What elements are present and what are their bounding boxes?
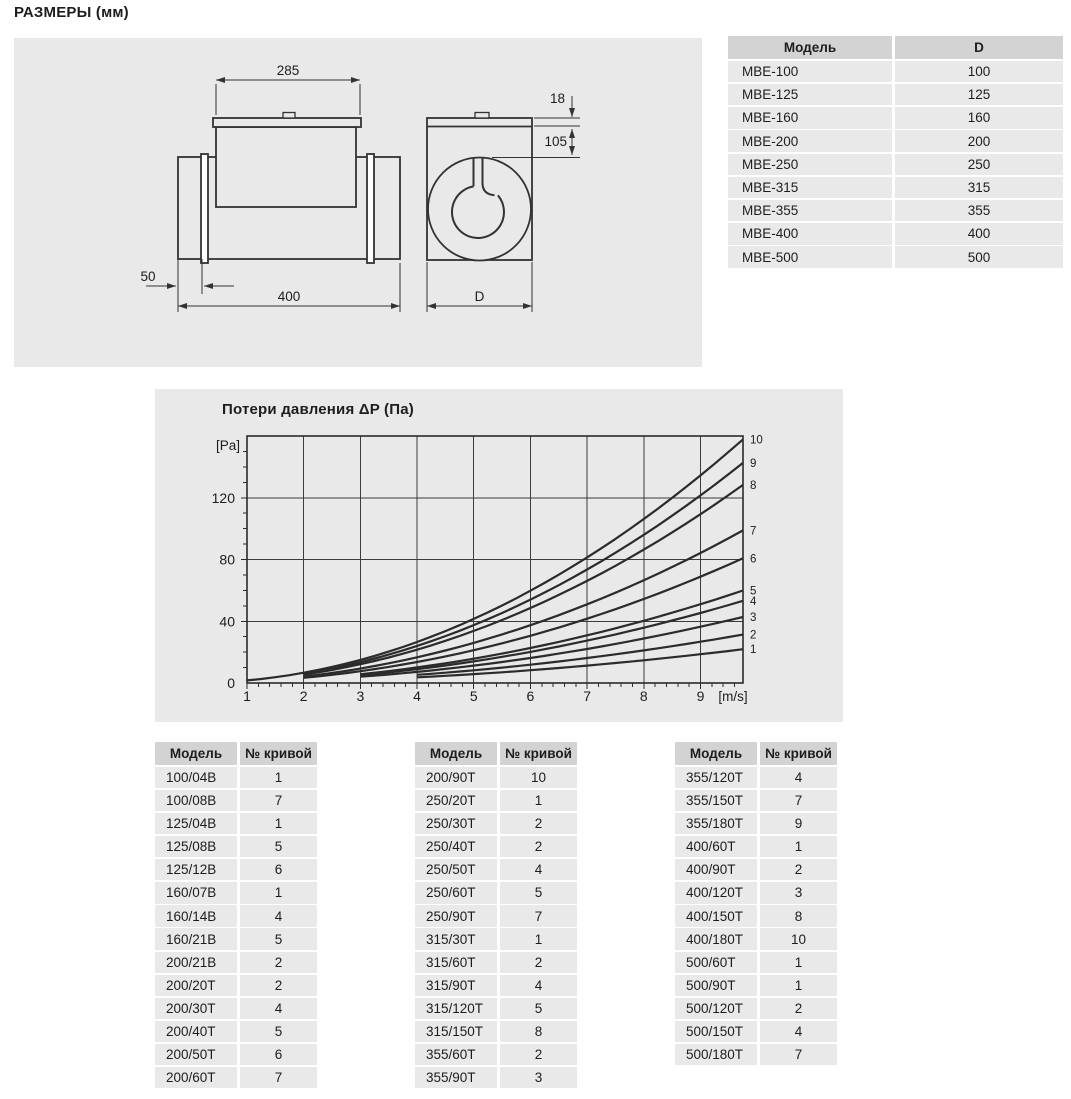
table-row [155, 998, 317, 1019]
curve-number-cell: 1 [500, 790, 577, 811]
svg-text:8: 8 [639, 688, 648, 704]
svg-text:2: 2 [750, 629, 757, 642]
table-row [728, 200, 1063, 221]
model-name-cell: 200/30T [155, 998, 237, 1019]
model-name-cell: MBE-400 [728, 223, 892, 244]
model-name-cell: 315/120T [415, 998, 497, 1019]
table-row [415, 836, 577, 857]
curve-number-cell: 9 [760, 813, 837, 834]
model-name-cell: 315/60T [415, 952, 497, 973]
svg-text:7: 7 [750, 525, 757, 538]
axis-ticks [241, 451, 734, 689]
svg-text:5: 5 [750, 585, 757, 598]
left-flange [201, 154, 208, 263]
svg-text:1: 1 [243, 688, 251, 704]
col-header-value: № кривой [500, 742, 577, 765]
table-row [675, 767, 837, 788]
model-name-cell: 200/90T [415, 767, 497, 788]
model-name-cell: 250/60T [415, 882, 497, 903]
model-name-cell: MBE-160 [728, 107, 892, 128]
model-name-cell: 160/14B [155, 905, 237, 926]
dim-label-18: 18 [549, 91, 565, 106]
table-row [675, 975, 837, 996]
diameter-cell: 250 [895, 154, 1063, 175]
col-header-value: № кривой [240, 742, 317, 765]
heater-front-view [427, 113, 532, 261]
curve-table-3 [675, 742, 837, 1067]
table-row [675, 882, 837, 903]
table-row [675, 928, 837, 949]
svg-text:4: 4 [750, 595, 757, 608]
model-name-cell: 500/90T [675, 975, 757, 996]
curve-number-cell: 2 [500, 1044, 577, 1065]
model-name-cell: 400/150T [675, 905, 757, 926]
svg-text:7: 7 [583, 688, 592, 704]
model-name-cell: 160/07B [155, 882, 237, 903]
table-row [675, 813, 837, 834]
diameter-cell: 400 [895, 223, 1063, 244]
col-header-model: Модель [675, 742, 757, 765]
model-name-cell: 315/150T [415, 1021, 497, 1042]
table-row [728, 61, 1063, 82]
diameter-cell: 200 [895, 130, 1063, 151]
model-name-cell: MBE-250 [728, 154, 892, 175]
model-name-cell: 500/150T [675, 1021, 757, 1042]
model-name-cell: 355/90T [415, 1067, 497, 1088]
curve-number-cell: 1 [240, 767, 317, 788]
curve-number-cell: 8 [500, 1021, 577, 1042]
curve-number-cell: 6 [240, 859, 317, 880]
table-row [155, 975, 317, 996]
dimensions-drawing-panel [14, 38, 702, 367]
col-header-value: № кривой [760, 742, 837, 765]
x-axis-unit: [m/s] [718, 689, 748, 704]
table-row [155, 882, 317, 903]
curve-number-cell: 10 [760, 928, 837, 949]
model-name-cell: 250/40T [415, 836, 497, 857]
table-row [415, 952, 577, 973]
model-name-cell: MBE-355 [728, 200, 892, 221]
svg-text:9: 9 [696, 688, 705, 704]
curve-number-cell: 3 [760, 882, 837, 903]
table-row [415, 975, 577, 996]
table-row [415, 905, 577, 926]
table-row [675, 1044, 837, 1065]
chart-svg [155, 389, 843, 722]
diameter-cell: 160 [895, 107, 1063, 128]
col-header-model: Модель [728, 36, 892, 59]
curve-number-cell: 4 [760, 1021, 837, 1042]
dim-label-285: 285 [276, 63, 300, 78]
curve-table-2 [415, 742, 577, 1090]
curve-number-cell: 2 [500, 813, 577, 834]
duct-circle [428, 158, 531, 261]
table-row [675, 905, 837, 926]
table-row [415, 790, 577, 811]
table-row [155, 790, 317, 811]
table-row [728, 154, 1063, 175]
curve-number-cell: 5 [500, 998, 577, 1019]
curve-number-cell: 2 [240, 975, 317, 996]
front-lid-handle [475, 113, 489, 119]
model-name-cell: 125/04B [155, 813, 237, 834]
svg-text:10: 10 [750, 434, 763, 447]
model-name-cell: 315/90T [415, 975, 497, 996]
curve-number-cell: 1 [760, 975, 837, 996]
y-axis-labels [212, 438, 240, 691]
curve-number-cell: 1 [240, 813, 317, 834]
svg-text:4: 4 [413, 688, 421, 704]
curve-number-cell: 7 [500, 905, 577, 926]
table-row [415, 882, 577, 903]
col-header-model: Модель [155, 742, 237, 765]
svg-text:6: 6 [750, 553, 757, 566]
table-row [675, 952, 837, 973]
dim-label-105: 105 [544, 134, 567, 149]
curve-number-cell: 6 [240, 1044, 317, 1065]
model-name-cell: 400/180T [675, 928, 757, 949]
curve-number-cell: 4 [760, 767, 837, 788]
model-name-cell: 400/90T [675, 859, 757, 880]
curve-number-cell: 1 [240, 882, 317, 903]
model-name-cell: 315/30T [415, 928, 497, 949]
curve-number-cell: 1 [500, 928, 577, 949]
model-name-cell: 250/30T [415, 813, 497, 834]
model-name-cell: 250/20T [415, 790, 497, 811]
model-name-cell: MBE-315 [728, 177, 892, 198]
curve-number-cell: 8 [760, 905, 837, 926]
table-row [415, 998, 577, 1019]
col-header-value: D [895, 36, 1063, 59]
heater-lid-outline [213, 118, 361, 127]
svg-text:8: 8 [750, 479, 757, 492]
model-name-cell: 125/08B [155, 836, 237, 857]
diameter-cell: 355 [895, 200, 1063, 221]
table-row [675, 998, 837, 1019]
model-name-cell: MBE-100 [728, 61, 892, 82]
table-header-row [675, 742, 837, 765]
table-row [155, 836, 317, 857]
table-row [675, 859, 837, 880]
table-row [415, 767, 577, 788]
y-axis-unit: [Pa] [215, 438, 240, 453]
curve-number-cell: 1 [760, 836, 837, 857]
diameter-cell: 315 [895, 177, 1063, 198]
model-name-cell: 500/120T [675, 998, 757, 1019]
svg-text:120: 120 [211, 489, 235, 506]
svg-text:2: 2 [299, 688, 308, 704]
model-name-cell: 125/12B [155, 859, 237, 880]
model-name-cell: 400/60T [675, 836, 757, 857]
curve-number-cell: 2 [760, 859, 837, 880]
curve-number-cell: 5 [500, 882, 577, 903]
model-name-cell: 200/60T [155, 1067, 237, 1088]
curve-number-cell: 5 [240, 1021, 317, 1042]
dimensions-drawing [14, 38, 702, 367]
table-header-row [415, 742, 577, 765]
chart-title: Потери давления ΔP (Па) [222, 401, 414, 418]
model-name-cell: MBE-500 [728, 246, 892, 267]
model-name-cell: 500/60T [675, 952, 757, 973]
heater-side-view [178, 113, 400, 264]
dim-label-D: D [474, 289, 485, 304]
svg-text:1: 1 [750, 644, 757, 657]
table-row [728, 246, 1063, 267]
curve-number-cell: 5 [240, 836, 317, 857]
table-row [675, 836, 837, 857]
heater-body-outline [216, 127, 356, 207]
table-row [155, 813, 317, 834]
curve-4 [360, 601, 743, 675]
curve-number-cell: 4 [240, 905, 317, 926]
curve-number-cell: 4 [500, 859, 577, 880]
table-row [155, 1044, 317, 1065]
model-name-cell: 355/180T [675, 813, 757, 834]
table-row [155, 1067, 317, 1088]
curve-number-cell: 10 [500, 767, 577, 788]
curve-number-cell: 7 [240, 790, 317, 811]
curve-number-cell: 4 [240, 998, 317, 1019]
table-row [155, 952, 317, 973]
model-name-cell: 250/50T [415, 859, 497, 880]
table-row [415, 813, 577, 834]
table-row [728, 84, 1063, 105]
curve-number-cell: 2 [760, 998, 837, 1019]
dim-label-50: 50 [140, 269, 156, 284]
table-row [728, 177, 1063, 198]
pressure-loss-chart-panel [155, 389, 843, 722]
svg-text:9: 9 [750, 457, 757, 470]
model-name-cell: 200/20T [155, 975, 237, 996]
dim-label-400: 400 [277, 289, 301, 304]
model-name-cell: 355/150T [675, 790, 757, 811]
table-row [728, 107, 1063, 128]
table-row [675, 1021, 837, 1042]
curve-number-cell: 2 [240, 952, 317, 973]
table-row [155, 767, 317, 788]
table-row [675, 790, 837, 811]
curve-number-cell: 7 [760, 790, 837, 811]
model-name-cell: MBE-200 [728, 130, 892, 151]
diameter-cell: 125 [895, 84, 1063, 105]
curve-number-cell: 2 [500, 836, 577, 857]
svg-text:5: 5 [469, 688, 478, 704]
pressure-loss-chart [155, 389, 843, 727]
table-row [415, 1044, 577, 1065]
table-row [155, 928, 317, 949]
table-row [155, 905, 317, 926]
svg-text:40: 40 [219, 613, 235, 630]
page-title: РАЗМЕРЫ (мм) [14, 4, 129, 21]
svg-text:80: 80 [219, 551, 235, 568]
model-name-cell: 200/21B [155, 952, 237, 973]
curve-number-cell: 7 [240, 1067, 317, 1088]
svg-text:0: 0 [227, 675, 235, 691]
diameter-cell: 100 [895, 61, 1063, 82]
model-name-cell: MBE-125 [728, 84, 892, 105]
model-name-cell: 200/50T [155, 1044, 237, 1065]
curve-number-labels [750, 434, 763, 656]
model-name-cell: 400/120T [675, 882, 757, 903]
model-name-cell: 200/40T [155, 1021, 237, 1042]
model-name-cell: 250/90T [415, 905, 497, 926]
model-name-cell: 355/120T [675, 767, 757, 788]
curve-number-cell: 7 [760, 1044, 837, 1065]
model-name-cell: 100/04B [155, 767, 237, 788]
right-flange [367, 154, 374, 263]
svg-text:3: 3 [356, 688, 365, 704]
table-row [728, 130, 1063, 151]
model-name-cell: 100/08B [155, 790, 237, 811]
svg-text:3: 3 [750, 611, 757, 624]
table-row [415, 1021, 577, 1042]
model-name-cell: 160/21B [155, 928, 237, 949]
lid-handle [283, 113, 295, 119]
table-header-row [155, 742, 317, 765]
table-row [415, 1067, 577, 1088]
model-diameter-table [728, 36, 1063, 270]
diameter-cell: 500 [895, 246, 1063, 267]
table-header-row [728, 36, 1063, 59]
curve-number-cell: 1 [760, 952, 837, 973]
svg-text:6: 6 [526, 688, 535, 704]
table-row [415, 928, 577, 949]
model-name-cell: 500/180T [675, 1044, 757, 1065]
table-row [728, 223, 1063, 244]
curve-number-cell: 3 [500, 1067, 577, 1088]
table-row [415, 859, 577, 880]
x-axis-labels [243, 688, 748, 704]
model-name-cell: 355/60T [415, 1044, 497, 1065]
curve-number-cell: 5 [240, 928, 317, 949]
table-row [155, 1021, 317, 1042]
curve-number-cell: 4 [500, 975, 577, 996]
table-row [155, 859, 317, 880]
curve-number-cell: 2 [500, 952, 577, 973]
curve-table-1 [155, 742, 317, 1090]
col-header-model: Модель [415, 742, 497, 765]
